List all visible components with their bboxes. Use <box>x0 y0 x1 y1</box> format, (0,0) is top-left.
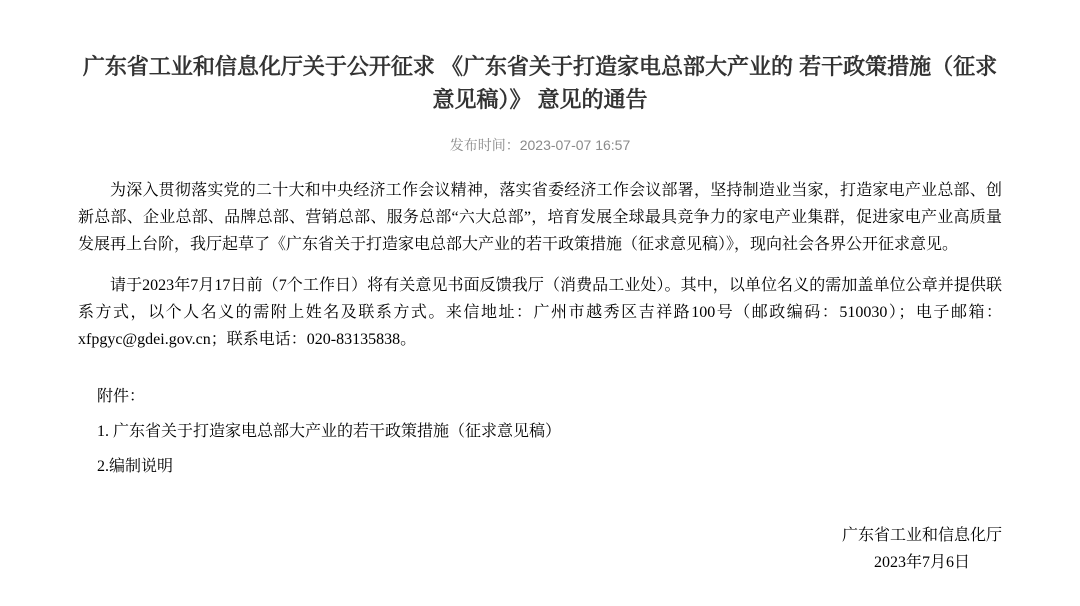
publish-time <box>78 137 1002 153</box>
paragraph-feedback-instructions: 请于2023年7月17日前（7个工作日）将有关意见书面反馈我厅（消费品工业处）。其中，以单位名义的需加盖单位公章并提供联系方式，以个人名义的需附上姓名及联系方式。来信地址：广州市越秀区吉祥路100号（邮政编码：510030）；电子邮箱：xfpgyc@gdei.gov.cn；联系电话：020-83135838。 <box>78 277 1002 348</box>
publish-time-value: 2023-07-07 16:57 <box>519 137 631 153</box>
attachment-item-drafting-notes[interactable]: 2.编制说明 <box>97 458 174 475</box>
page-title: 广东省工业和信息化厅关于公开征求 《广东省关于打造家电总部大产业的 若干政策措施（征求意见稿）》 意见的通告 <box>82 54 998 112</box>
notice-document <box>0 50 1080 576</box>
signature-date: 2023年7月6日 <box>873 554 970 571</box>
paragraph-intro: 为深入贯彻落实党的二十大和中央经济工作会议精神，落实省委经济工作会议部署，坚持制造业当家，打造家电产业总部、创新总部、企业总部、品牌总部、营销总部、服务总部“六大总部”，培育发展全球最具竞争力的家电产业集群，促进家电产业高质量发展再上台阶，我厅起草了《广东省关于打造家电总部大产业的若干政策措施（征求意见稿）》，现向社会各界公开征求意见。 <box>78 182 1002 253</box>
document-body <box>78 177 1002 576</box>
signature-block <box>842 522 1002 576</box>
attachment-item-policy-measures[interactable]: 1. 广东省关于打造家电总部大产业的若干政策措施（征求意见稿） <box>97 423 562 440</box>
attachments-label: 附件： <box>97 388 146 405</box>
signature-org: 广东省工业和信息化厅 <box>841 527 1002 544</box>
attachments-section <box>78 383 1002 480</box>
publish-time-label: 发布时间： <box>449 137 520 153</box>
